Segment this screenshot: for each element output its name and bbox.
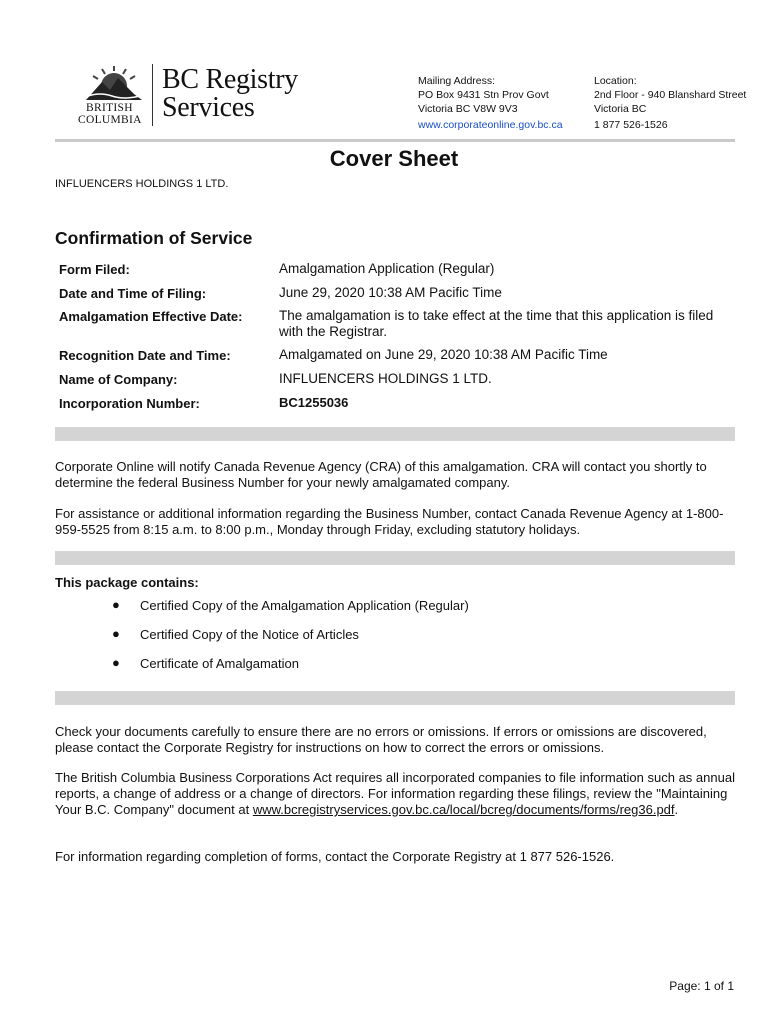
section-divider-2: [55, 551, 735, 565]
brand-line1: BC Registry: [162, 64, 298, 95]
cra-assistance-paragraph: For assistance or additional information regarding the Business Number, contact Canada Revenue Agency at 1-800-959-5525 from 8:15 a.m. to 8:00 p.m., Monday through Friday, excluding statutory holidays.: [55, 506, 724, 537]
company-name-header: INFLUENCERS HOLDINGS 1 LTD.: [55, 178, 229, 190]
location-line1: 2nd Floor - 940 Blanshard Street: [594, 89, 747, 101]
bullet-icon: ●: [112, 597, 120, 612]
location-address: [594, 74, 746, 132]
province-line1: BRITISH: [86, 102, 133, 114]
bullet-icon: ●: [112, 655, 120, 670]
package-item: Certificate of Amalgamation: [140, 656, 299, 671]
bca-requirements-paragraph: [55, 770, 745, 818]
incorporation-number-value: BC1255036: [279, 395, 349, 410]
package-heading: This package contains:: [55, 575, 199, 590]
province-name: [78, 102, 142, 126]
location-phone: 1 877 526-1526: [594, 119, 668, 131]
forms-contact-paragraph: For information regarding completion of forms, contact the Corporate Registry at 1 877 526-1526.: [55, 849, 615, 864]
recognition-date-value: Amalgamated on June 29, 2020 10:38 AM Pacific Time: [279, 347, 608, 362]
mailing-line1: PO Box 9431 Stn Prov Govt: [418, 89, 549, 101]
recognition-date-label: Recognition Date and Time:: [59, 348, 231, 363]
brand-name: [162, 66, 298, 122]
mailing-label: Mailing Address:: [418, 75, 496, 87]
effective-date-value: The amalgamation is to take effect at the time that this application is filed with the Registrar.: [279, 308, 714, 339]
cra-notice-paragraph: Corporate Online will notify Canada Revenue Agency (CRA) of this amalgamation. CRA will contact you shortly to determine the federal Business Number for your newly amalgamated company.: [55, 459, 707, 490]
mailing-line2: Victoria BC V8W 9V3: [418, 103, 518, 115]
mailing-address: [418, 74, 563, 132]
bca-requirements-end: .: [674, 802, 679, 817]
brand-line2: Services: [162, 92, 255, 123]
confirmation-heading: Confirmation of Service: [55, 228, 253, 248]
bc-registry-logo: [74, 62, 304, 130]
page-number: Page: 1 of 1: [669, 979, 734, 993]
logo-divider: [152, 64, 153, 126]
form-filed-value: Amalgamation Application (Regular): [279, 261, 495, 276]
filing-date-value: June 29, 2020 10:38 AM Pacific Time: [279, 285, 502, 300]
province-line2: COLUMBIA: [78, 114, 142, 126]
incorporation-number-label: Incorporation Number:: [59, 396, 200, 411]
location-line2: Victoria BC: [594, 103, 647, 115]
filing-date-label: Date and Time of Filing:: [59, 286, 207, 301]
company-name-label: Name of Company:: [59, 372, 178, 387]
effective-date-label: Amalgamation Effective Date:: [59, 309, 243, 324]
bca-requirements-text: The British Columbia Business Corporations Act requires all incorporated companies to file information such as annual reports, a change of address or a change of directors. For information regarding these filings, review the "Maintaining Your B.C. Company" document at: [55, 770, 735, 817]
company-name-value: INFLUENCERS HOLDINGS 1 LTD.: [279, 371, 492, 386]
form-filed-label: Form Filed:: [59, 262, 130, 277]
section-divider-3: [55, 691, 735, 705]
bullet-icon: ●: [112, 626, 120, 641]
header-divider: [55, 139, 735, 142]
location-label: Location:: [594, 75, 637, 87]
page-title: Cover Sheet: [329, 146, 459, 171]
section-divider-1: [55, 427, 735, 441]
package-item: Certified Copy of the Notice of Articles: [140, 627, 359, 642]
reg36-document-link[interactable]: www.bcregistryservices.gov.bc.ca/local/bcreg/documents/forms/reg36.pdf: [252, 802, 675, 817]
website-link[interactable]: www.corporateonline.gov.bc.ca: [418, 119, 563, 131]
check-documents-paragraph: Check your documents carefully to ensure there are no errors or omissions. If errors or omissions are discovered, please contact the Corporate Registry for instructions on how to correct the errors or omissions.: [55, 724, 707, 755]
bc-sun-mountain-icon: [82, 64, 146, 102]
package-item: Certified Copy of the Amalgamation Application (Regular): [140, 598, 469, 613]
